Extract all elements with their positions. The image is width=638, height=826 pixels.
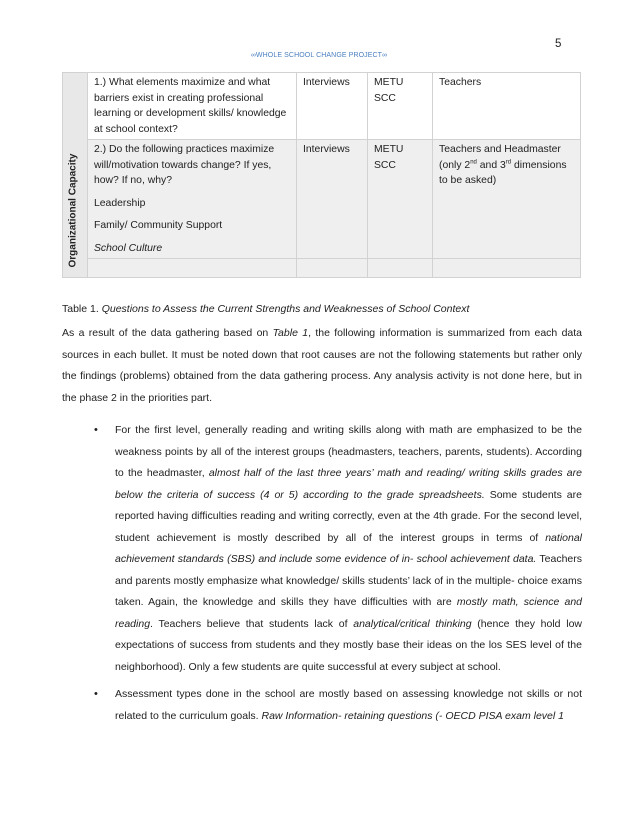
assessment-questions-table: [62, 72, 581, 278]
method-cell: Interviews: [297, 73, 368, 140]
list-item: • For the first level, generally reading and writing skills along with math are emphasized to be the weakness points by all of the interest groups (headmasters, teachers, parents, students). According to the headmaster, almost half of the last three years’ math and reading/ writing skills grades are below the criteria of success (4 or 5) according to the grade spreadsheets. Some students are reported having difficulties reading and writing correctly, even at the 4th grade. For the second level, student achievement is mostly described by all of the interest groups in terms of national achievement standards (SBS) and include some evidence of in- school achievement data. Teachers and parents mostly emphasize what knowledge/ skills students’ lack of in the multiple- choice exams taken. Again, the knowledge and skills they have difficulties with are mostly math, science and reading. Teachers believe that students lack of analytical/critical thinking (hence they hold low expectations of success from students and they mostly base their ideas on the los SES level of the neighborhood). Only a few students are quite successful at every subject at school.: [62, 420, 582, 678]
summary-paragraph: As a result of the data gathering based on Table 1, the following information is summarized from each data sources in each bullet. It must be noted down that root causes are not the following statements but rather only the findings (problems) obtained from the data gathering process. Any analysis activity is not done here, but in the phase 2 in the priorities part.: [62, 327, 583, 404]
practice-item: School Culture: [94, 242, 163, 254]
side-label-cell: [63, 73, 88, 278]
empty-cell: [433, 259, 581, 278]
list-item: • Assessment types done in the school are mostly based on assessing knowledge not skills or not related to the curriculum goals. Raw Information- retaining questions (- OECD PISA exam level 1: [62, 684, 582, 727]
question-cell: 1.) What elements maximize and what barriers exist in creating professional learning or development skills/ knowledge at school context?: [88, 73, 297, 140]
source-cell: METU SCC: [368, 140, 433, 259]
empty-cell: [88, 259, 297, 278]
practice-item: Family/ Community Support: [94, 220, 223, 231]
empty-cell: [297, 259, 368, 278]
participants-cell: Teachers and Headmaster (only 2nd and 3rd dimensions to be asked): [433, 140, 581, 259]
method-cell: Interviews: [297, 140, 368, 259]
participants-cell: Teachers: [433, 73, 581, 140]
table-row: [63, 73, 581, 140]
question-text: 2.) Do the following practices maximize will/motivation towards change? If yes, how? If no, why?: [94, 144, 275, 186]
running-header: ∞WHOLE SCHOOL CHANGE PROJECT∞: [250, 52, 388, 59]
source-cell: METU SCC: [368, 73, 433, 140]
side-label: Organizational Capacity: [67, 153, 79, 267]
practice-item: Leadership: [94, 197, 146, 209]
question-cell: [88, 140, 297, 259]
empty-cell: [368, 259, 433, 278]
table-caption: Table 1. Questions to Assess the Current Strengths and Weaknesses of School Context: [62, 303, 470, 315]
table-row: [63, 140, 581, 259]
page-number: 5: [555, 38, 562, 50]
table-row: [63, 259, 581, 278]
findings-list: [62, 420, 582, 733]
